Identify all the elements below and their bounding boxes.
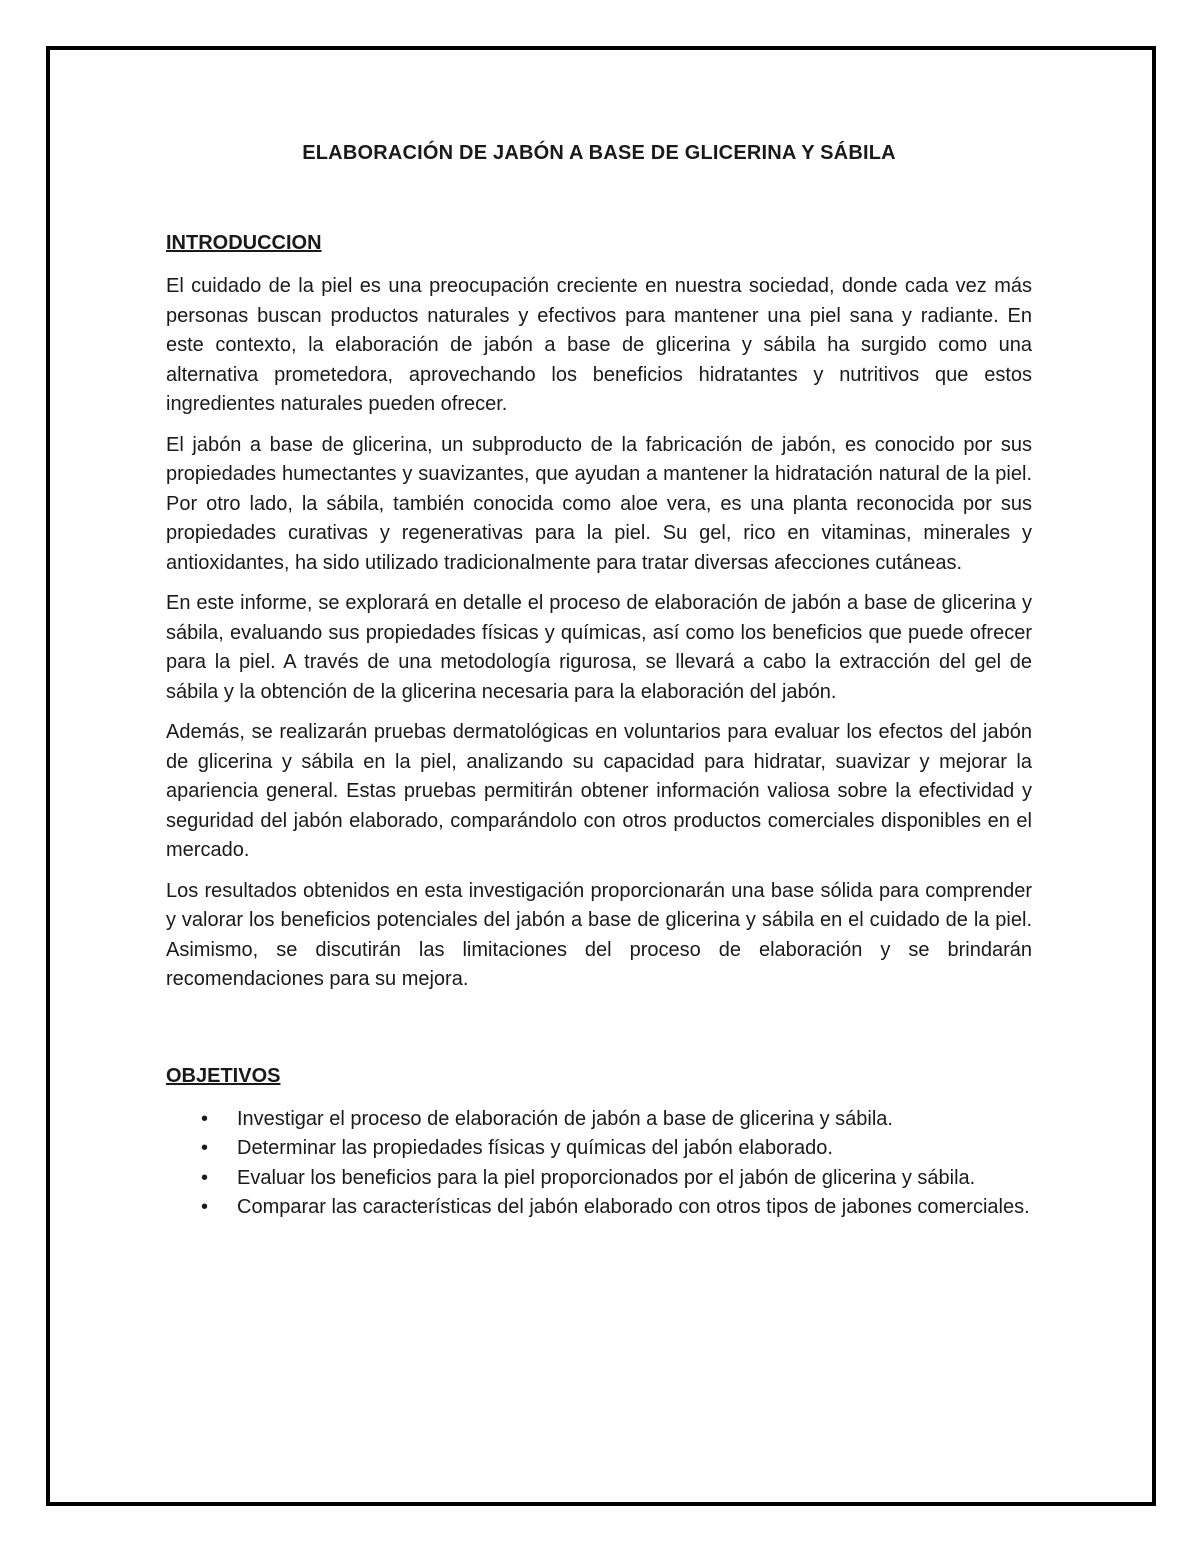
- objectives-list: [166, 1105, 1032, 1223]
- objective-text: Evaluar los beneficios para la piel proporcionados por el jabón de glicerina y sábila.: [237, 1166, 976, 1189]
- objectives-heading: OBJETIVOS: [166, 1064, 281, 1087]
- document-title: ELABORACIÓN DE JABÓN A BASE DE GLICERINA Y SÁBILA: [302, 142, 896, 164]
- intro-paragraph-1: El cuidado de la piel es una preocupación creciente en nuestra sociedad, donde cada vez más personas buscan productos naturales y efectivos para mantener una piel sana y radiante. En este contexto, la elaboración de jabón a base de glicerina y sábila ha surgido como una alternativa prometedora, aprovechando los beneficios hidratantes y nutritivos que estos ingredientes naturales pueden ofrecer.: [166, 275, 1032, 415]
- objective-item: [201, 1134, 1032, 1164]
- document-body: [166, 138, 1032, 1223]
- objective-item: [201, 1105, 1032, 1135]
- bullet-icon: •: [201, 1166, 209, 1189]
- bullet-icon: •: [201, 1196, 209, 1218]
- introduction-heading: INTRODUCCION: [166, 232, 322, 254]
- intro-paragraph-2: El jabón a base de glicerina, un subproducto de la fabricación de jabón, es conocido por sus propiedades humectantes y suavizantes, que ayudan a mantener la hidratación natural de la piel. Por otro lado, la sábila, también conocida como aloe vera, es una planta reconocida por sus propiedades curativas y regenerativas para la piel. Su gel, rico en vitaminas, minerales y antioxidantes, ha sido utilizado tradicionalmente para tratar diversas afecciones cutáneas.: [166, 433, 1032, 574]
- objective-text: Investigar el proceso de elaboración de jabón a base de glicerina y sábila.: [237, 1107, 893, 1130]
- bullet-icon: •: [201, 1137, 209, 1159]
- bullet-icon: •: [201, 1107, 209, 1130]
- intro-paragraph-3: En este informe, se explorará en detalle el proceso de elaboración de jabón a base de glicerina y sábila, evaluando sus propiedades físicas y químicas, así como los beneficios que puede ofrecer para la piel. A través de una metodología rigurosa, se llevará a cabo la extracción del gel de sábila y la obtención de la glicerina necesaria para la elaboración del jabón.: [166, 592, 1032, 703]
- intro-paragraph-5: Los resultados obtenidos en esta investigación proporcionarán una base sólida para comprender y valorar los beneficios potenciales del jabón a base de glicerina y sábila en el cuidado de la piel. Asimismo, se discutirán las limitaciones del proceso de elaboración y se brindarán recomendaciones para su mejora.: [166, 879, 1032, 990]
- objective-text: Comparar las características del jabón elaborado con otros tipos de jabones comerciales.: [237, 1196, 1030, 1218]
- objective-item: [201, 1164, 1032, 1194]
- objective-item: [201, 1193, 1032, 1223]
- objective-text: Determinar las propiedades físicas y químicas del jabón elaborado.: [237, 1137, 833, 1159]
- intro-paragraph-4: Además, se realizarán pruebas dermatológicas en voluntarios para evaluar los efectos del jabón de glicerina y sábila en la piel, analizando su capacidad para hidratar, suavizar y mejorar la apariencia general. Estas pruebas permitirán obtener información valiosa sobre la efectividad y seguridad del jabón elaborado, comparándolo con otros productos comerciales disponibles en el mercado.: [166, 721, 1032, 861]
